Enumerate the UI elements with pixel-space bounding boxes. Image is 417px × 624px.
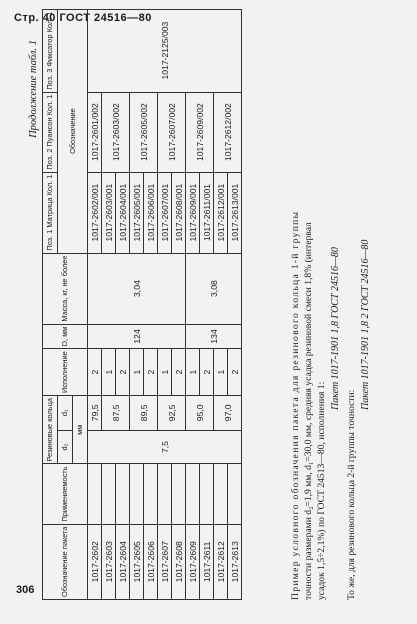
header-pos3: Поз. 3 Фиксатор Кол. 1: [43, 9, 58, 92]
cell-package: 1017-2606: [144, 524, 158, 599]
cell-applicability: [200, 464, 214, 524]
cell-execution: 2: [200, 349, 214, 396]
cell-D: 124: [88, 324, 186, 349]
page-header: Стр. 40 ГОСТ 24516—80: [14, 12, 152, 24]
cell-applicability: [116, 464, 130, 524]
header-mass: Масса, кг, не более: [43, 253, 88, 324]
cell-package: 1017-2603: [102, 524, 116, 599]
example-designation-1: Пакет 1017-1901 1,8 ГОСТ 24516—80: [330, 247, 341, 410]
header-d1: d₁: [58, 396, 73, 431]
cell-d1: 89,5: [130, 396, 158, 431]
cell-d1: 92,5: [158, 396, 186, 431]
header-pos2: Поз. 2 Пуансон Кол. 1: [43, 92, 58, 172]
cell-applicability: [228, 464, 242, 524]
header-D: D, мм: [43, 324, 88, 349]
cell-package: 1017-2604: [116, 524, 130, 599]
header-d2: d₂: [58, 430, 73, 464]
cell-execution: 2: [116, 349, 130, 396]
caption-line-4: То же, для резинового кольца 2-й группы точности:: [346, 389, 357, 600]
cell-pos1: 1017-2609/001: [186, 172, 200, 253]
header-pos1: Поз. 1 Матрица Кол. 1: [43, 172, 58, 253]
example-designation-2: Пакет 1017-1901 1,8 2 ГОСТ 24516—80: [360, 239, 371, 410]
cell-pos1: 1017-2605/001: [130, 172, 144, 253]
cell-applicability: [172, 464, 186, 524]
cell-pos1: 1017-2606/001: [144, 172, 158, 253]
cell-execution: 1: [186, 349, 200, 396]
cell-pos2: 1017-2601/002: [88, 92, 102, 172]
cell-d1: 97,0: [214, 396, 242, 431]
header-unit-mm: мм: [73, 396, 88, 464]
caption-line-3: усадок 1,5÷2,1%) по ГОСТ 24513—80, исполнения 1:: [316, 381, 327, 600]
cell-pos2: 1017-2605/002: [130, 92, 158, 172]
packages-table: [42, 9, 242, 600]
header-package: Обозначение пакета: [43, 524, 88, 599]
cell-pos2: 1017-2603/002: [102, 92, 130, 172]
cell-pos1: 1017-2612/001: [214, 172, 228, 253]
cell-execution: 2: [88, 349, 102, 396]
cell-pos1: 1017-2611/001: [200, 172, 214, 253]
table-row: [186, 9, 200, 599]
cell-pos3: 1017-2125/003: [88, 9, 242, 92]
cell-mass: 3,04: [88, 253, 186, 324]
cell-mass: 3,08: [186, 253, 242, 324]
cell-applicability: [144, 464, 158, 524]
cell-package: 1017-2607: [158, 524, 172, 599]
cell-package: 1017-2613: [228, 524, 242, 599]
cell-applicability: [214, 464, 228, 524]
cell-pos2: 1017-2612/002: [214, 92, 242, 172]
cell-execution: 1: [214, 349, 228, 396]
cell-package: 1017-2602: [88, 524, 102, 599]
cell-applicability: [158, 464, 172, 524]
continuation-label: Продолжение табл. 1: [28, 40, 39, 138]
cell-package: 1017-2608: [172, 524, 186, 599]
cell-package: 1017-2605: [130, 524, 144, 599]
cell-execution: 1: [102, 349, 116, 396]
cell-d1: 87,5: [102, 396, 130, 431]
cell-d2: 7,5: [88, 430, 242, 464]
cell-applicability: [88, 464, 102, 524]
cell-applicability: [130, 464, 144, 524]
cell-pos1: 1017-2604/001: [116, 172, 130, 253]
caption-line-1: Пример условного обозначения пакета для резинового кольца 1-й группы: [290, 210, 301, 600]
cell-pos1: 1017-2608/001: [172, 172, 186, 253]
cell-package: 1017-2612: [214, 524, 228, 599]
cell-pos1: 1017-2603/001: [102, 172, 116, 253]
cell-pos2: 1017-2607/002: [158, 92, 186, 172]
cell-execution: 1: [158, 349, 172, 396]
cell-pos2: 1017-2609/002: [186, 92, 214, 172]
cell-package: 1017-2611: [200, 524, 214, 599]
cell-execution: 2: [172, 349, 186, 396]
table-row: [88, 9, 102, 599]
header-execution: Исполнение: [43, 349, 88, 396]
cell-applicability: [186, 464, 200, 524]
cell-d1: 95,0: [186, 396, 214, 431]
cell-applicability: [102, 464, 116, 524]
caption-line-2: точности размерами d₂=1,9 мм, d₁=30,0 мм, средняя усадка резиновой смеси 1,8% (интервал: [303, 222, 314, 600]
header-rubber-rings: Резиновые кольца: [43, 396, 58, 464]
cell-execution: 2: [144, 349, 158, 396]
cell-execution: 1: [130, 349, 144, 396]
cell-d1: 79,5: [88, 396, 102, 431]
cell-pos1: 1017-2613/001: [228, 172, 242, 253]
cell-package: 1017-2609: [186, 524, 200, 599]
cell-pos1: 1017-2607/001: [158, 172, 172, 253]
header-applicability: Применяемость: [43, 464, 88, 524]
cell-pos1: 1017-2602/001: [88, 172, 102, 253]
cell-D: 134: [186, 324, 242, 349]
cell-execution: 2: [228, 349, 242, 396]
page-number: 306: [16, 584, 35, 596]
header-designation: Обозначение: [58, 9, 88, 253]
